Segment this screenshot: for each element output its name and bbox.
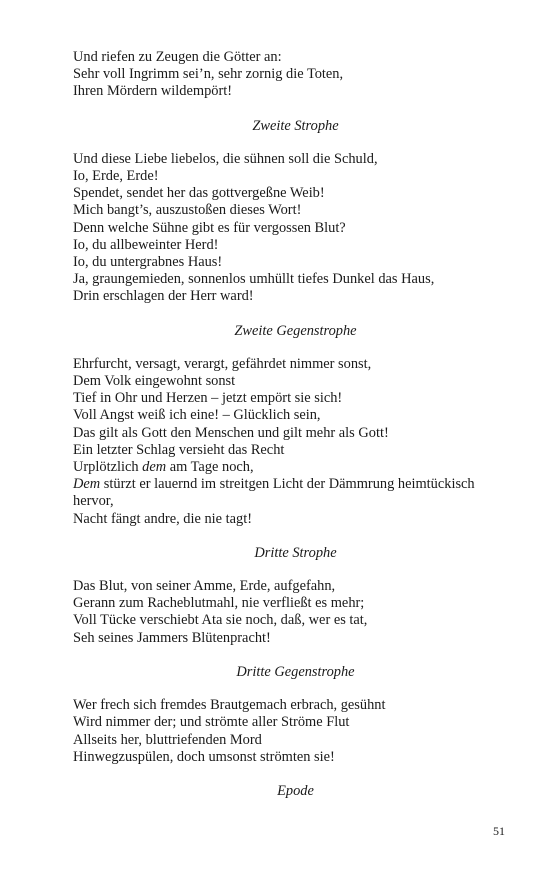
verse-line: Drin erschlagen der Herr ward! [73, 288, 254, 305]
verse-line: Ihren Mördern wildempört! [73, 83, 233, 100]
verse-text: Urplötzlich [73, 459, 143, 476]
verse-line: Wird nimmer der; und strömte aller Ströme Flut [73, 714, 350, 731]
emphasized-word: dem [142, 459, 167, 476]
stanza-zweite-strophe [73, 151, 518, 306]
verse-line: Io, du allbeweinter Herd! [73, 236, 219, 253]
emphasized-word: Dem [73, 476, 101, 493]
verse-line: Wer frech sich fremdes Brautgemach erbrach, gesühnt [73, 697, 386, 714]
verse-line: Gerann zum Racheblutmahl, nie verfließt es mehr; [73, 595, 365, 612]
verse-line: Tief in Ohr und Herzen – jetzt empört sie sich! [73, 390, 343, 407]
verse-line: Ein letzter Schlag versieht das Recht [73, 441, 285, 458]
verse-line: Voll Angst weiß ich eine! – Glücklich sein, [73, 407, 321, 424]
verse-line: Dem Volk eingewohnt sonst [73, 373, 236, 390]
verse-line: Das Blut, von seiner Amme, Erde, aufgefahn, [73, 578, 336, 595]
section-heading-zweite-gegenstrophe: Zweite Gegenstrophe [234, 322, 357, 339]
verse-line: Voll Tücke verschiebt Ata sie noch, daß, wer es tat, [73, 612, 368, 629]
verse-text: stürzt er lauernd im streitgen Licht der Dämmrung heimtückisch [100, 476, 475, 493]
verse-text: am Tage noch, [166, 459, 254, 476]
verse-line: Allseits her, bluttriefenden Mord [73, 731, 262, 748]
section-heading-epode: Epode [277, 782, 314, 799]
intro-stanza [73, 49, 518, 101]
verse-line: Und diese Liebe liebelos, die sühnen soll die Schuld, [73, 150, 378, 167]
stanza-dritte-gegenstrophe [73, 697, 518, 766]
verse-line [73, 459, 518, 476]
verse-line: Das gilt als Gott den Menschen und gilt mehr als Gott! [73, 424, 389, 441]
page-body [73, 49, 518, 800]
section-heading-dritte-strophe: Dritte Strophe [254, 544, 337, 561]
verse-line: Io, Erde, Erde! [73, 168, 159, 185]
verse-line: Nacht fängt andre, die nie tagt! [73, 510, 253, 527]
verse-line: Spendet, sendet her das gottvergeßne Weib! [73, 185, 325, 202]
stanza-zweite-gegenstrophe [73, 356, 518, 528]
verse-line [73, 476, 518, 493]
verse-line: Denn welche Sühne gibt es für vergossen Blut? [73, 219, 346, 236]
verse-line: Seh seines Jammers Blütenpracht! [73, 629, 271, 646]
verse-line-continuation: hervor, [73, 493, 114, 510]
section-heading-zweite-strophe: Zweite Strophe [252, 117, 339, 134]
verse-line: Ehrfurcht, versagt, verargt, gefährdet nimmer sonst, [73, 355, 372, 372]
section-heading-dritte-gegenstrophe: Dritte Gegenstrophe [236, 663, 355, 680]
page-number: 51 [493, 824, 505, 838]
verse-line: Sehr voll Ingrimm sei’n, sehr zornig die Toten, [73, 66, 344, 83]
verse-line: Ja, graungemieden, sonnenlos umhüllt tiefes Dunkel das Haus, [73, 271, 435, 288]
verse-line: Io, du untergrabnes Haus! [73, 254, 223, 271]
verse-line: Mich bangt’s, auszustoßen dieses Wort! [73, 202, 302, 219]
verse-line: Hinwegzuspülen, doch umsonst strömten sie! [73, 748, 335, 765]
verse-line: Und riefen zu Zeugen die Götter an: [73, 49, 282, 65]
stanza-dritte-strophe [73, 578, 518, 647]
